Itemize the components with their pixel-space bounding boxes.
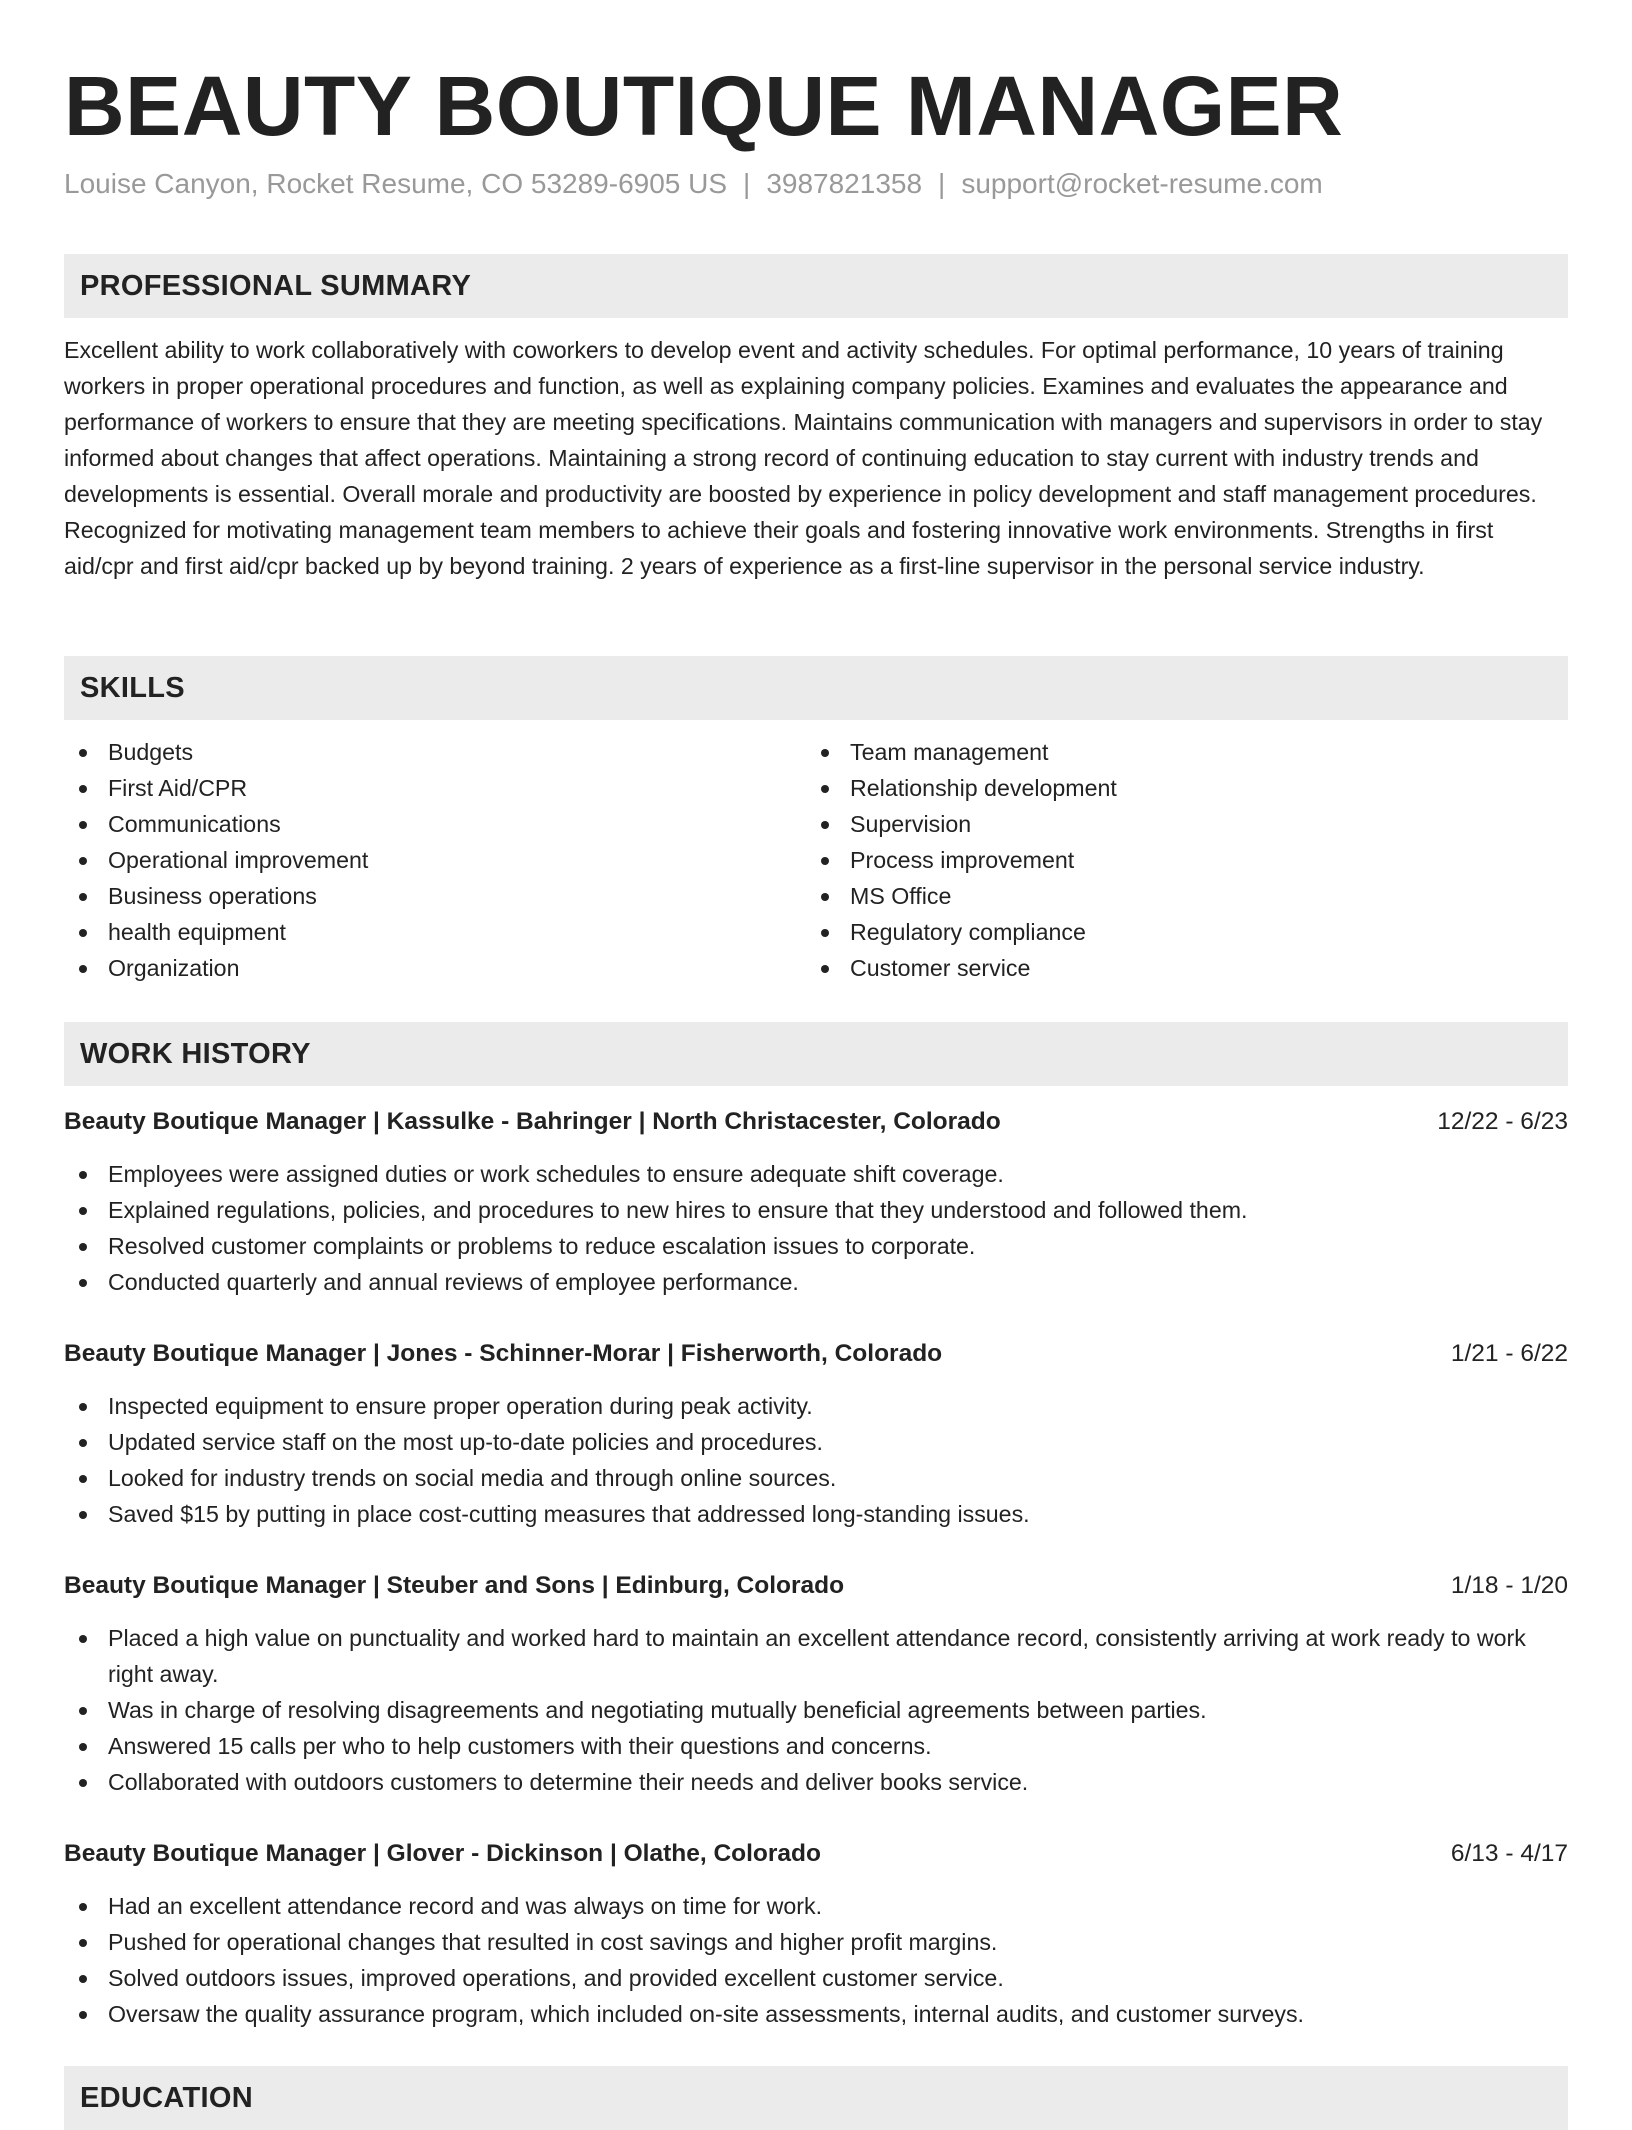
summary-heading: PROFESSIONAL SUMMARY: [64, 254, 1568, 318]
job-header: [64, 1568, 1568, 1604]
job-entry: [64, 1104, 1568, 1300]
contact-separator: |: [743, 168, 751, 199]
skill-item: MS Office: [806, 878, 1548, 914]
job-entry: [64, 1568, 1568, 1800]
skill-item: First Aid/CPR: [64, 770, 806, 806]
job-bullet: Employees were assigned duties or work schedules to ensure adequate shift coverage.: [64, 1156, 1568, 1192]
skill-item: Relationship development: [806, 770, 1548, 806]
skill-item: Budgets: [64, 734, 806, 770]
job-bullet: Had an excellent attendance record and was always on time for work.: [64, 1888, 1568, 1924]
contact-email: support@rocket-resume.com: [961, 168, 1323, 199]
work-history-heading: WORK HISTORY: [64, 1022, 1568, 1086]
job-dates: 1/18 - 1/20: [1450, 1572, 1568, 1599]
job-dates: 6/13 - 4/17: [1450, 1840, 1568, 1867]
job-entry: [64, 1836, 1568, 2032]
skills-grid: [64, 734, 1568, 986]
job-title: Beauty Boutique Manager | Jones - Schinner-Morar | Fisherworth, Colorado: [64, 1340, 943, 1367]
summary-text: Excellent ability to work collaboratively with coworkers to develop event and activity schedules. For optimal performance, 10 years of training workers in proper operational procedures and function, as well as explaining company policies. Examines and evaluates the appearance and performance of workers to ensure that they are meeting specifications. Maintains communication with managers and supervisors in order to stay informed about changes that affect operations. Maintaining a strong record of continuing education to stay current with industry trends and developments is essential. Overall morale and productivity are boosted by experience in policy development and staff management procedures. Recognized for motivating management team members to achieve their goals and fostering innovative work environments. Strengths in first aid/cpr and first aid/cpr backed up by beyond training. 2 years of experience as a first-line supervisor in the personal service industry.: [64, 337, 1543, 579]
job-bullets: [64, 1156, 1568, 1300]
skill-item: Operational improvement: [64, 842, 806, 878]
skill-item: Organization: [64, 950, 806, 986]
job-bullet: Oversaw the quality assurance program, which included on-site assessments, internal audits, and customer surveys.: [64, 1996, 1568, 2032]
job-bullet: Collaborated with outdoors customers to determine their needs and deliver books service.: [64, 1764, 1568, 1800]
job-bullet: Inspected equipment to ensure proper operation during peak activity.: [64, 1388, 1568, 1424]
job-bullets: [64, 1388, 1568, 1532]
skill-item: Supervision: [806, 806, 1548, 842]
job-bullet: Looked for industry trends on social media and through online sources.: [64, 1460, 1568, 1496]
job-bullet: Resolved customer complaints or problems to reduce escalation issues to corporate.: [64, 1228, 1568, 1264]
skills-section: [64, 656, 1568, 986]
job-bullet: Solved outdoors issues, improved operations, and provided excellent customer service.: [64, 1960, 1568, 1996]
job-title: Beauty Boutique Manager | Kassulke - Bahringer | North Christacester, Colorado: [64, 1108, 1001, 1135]
skills-heading: SKILLS: [64, 656, 1568, 720]
summary-section: [64, 254, 1568, 584]
job-bullet: Placed a high value on punctuality and worked hard to maintain an excellent attendance record, consistently arriving at work ready to work right away.: [64, 1620, 1568, 1692]
skill-item: Regulatory compliance: [806, 914, 1548, 950]
contact-phone: 3987821358: [766, 168, 923, 199]
job-bullet: Conducted quarterly and annual reviews of employee performance.: [64, 1264, 1568, 1300]
skill-item: Process improvement: [806, 842, 1548, 878]
contact-line: [64, 166, 1323, 202]
job-entry: [64, 1336, 1568, 1532]
job-bullet: Pushed for operational changes that resulted in cost savings and higher profit margins.: [64, 1924, 1568, 1960]
education-section: [64, 2066, 1568, 2130]
job-bullet: Was in charge of resolving disagreements and negotiating mutually beneficial agreements between parties.: [64, 1692, 1568, 1728]
contact-separator: |: [938, 168, 946, 199]
job-bullet: Explained regulations, policies, and procedures to new hires to ensure that they understood and followed them.: [64, 1192, 1568, 1228]
job-bullet: Saved $15 by putting in place cost-cutting measures that addressed long-standing issues.: [64, 1496, 1568, 1532]
skills-column-right: [806, 734, 1548, 986]
job-bullets: [64, 1888, 1568, 2032]
contact-address: Louise Canyon, Rocket Resume, CO 53289-6905 US: [64, 168, 728, 199]
work-history-section: [64, 1022, 1568, 2032]
skill-item: Team management: [806, 734, 1548, 770]
skill-item: health equipment: [64, 914, 806, 950]
job-header: [64, 1336, 1568, 1372]
skills-column-left: [64, 734, 806, 986]
skill-item: Communications: [64, 806, 806, 842]
job-dates: 12/22 - 6/23: [1437, 1108, 1568, 1135]
skill-item: Business operations: [64, 878, 806, 914]
job-header: [64, 1104, 1568, 1140]
education-heading: EDUCATION: [64, 2066, 1568, 2130]
job-header: [64, 1836, 1568, 1872]
job-title: Beauty Boutique Manager | Steuber and Sons | Edinburg, Colorado: [64, 1572, 845, 1599]
job-bullets: [64, 1620, 1568, 1800]
skill-item: Customer service: [806, 950, 1548, 986]
job-bullet: Answered 15 calls per who to help customers with their questions and concerns.: [64, 1728, 1568, 1764]
job-bullet: Updated service staff on the most up-to-date policies and procedures.: [64, 1424, 1568, 1460]
job-dates: 1/21 - 6/22: [1450, 1340, 1568, 1367]
resume-title: BEAUTY BOUTIQUE MANAGER: [64, 59, 1344, 153]
job-title: Beauty Boutique Manager | Glover - Dickinson | Olathe, Colorado: [64, 1840, 821, 1867]
